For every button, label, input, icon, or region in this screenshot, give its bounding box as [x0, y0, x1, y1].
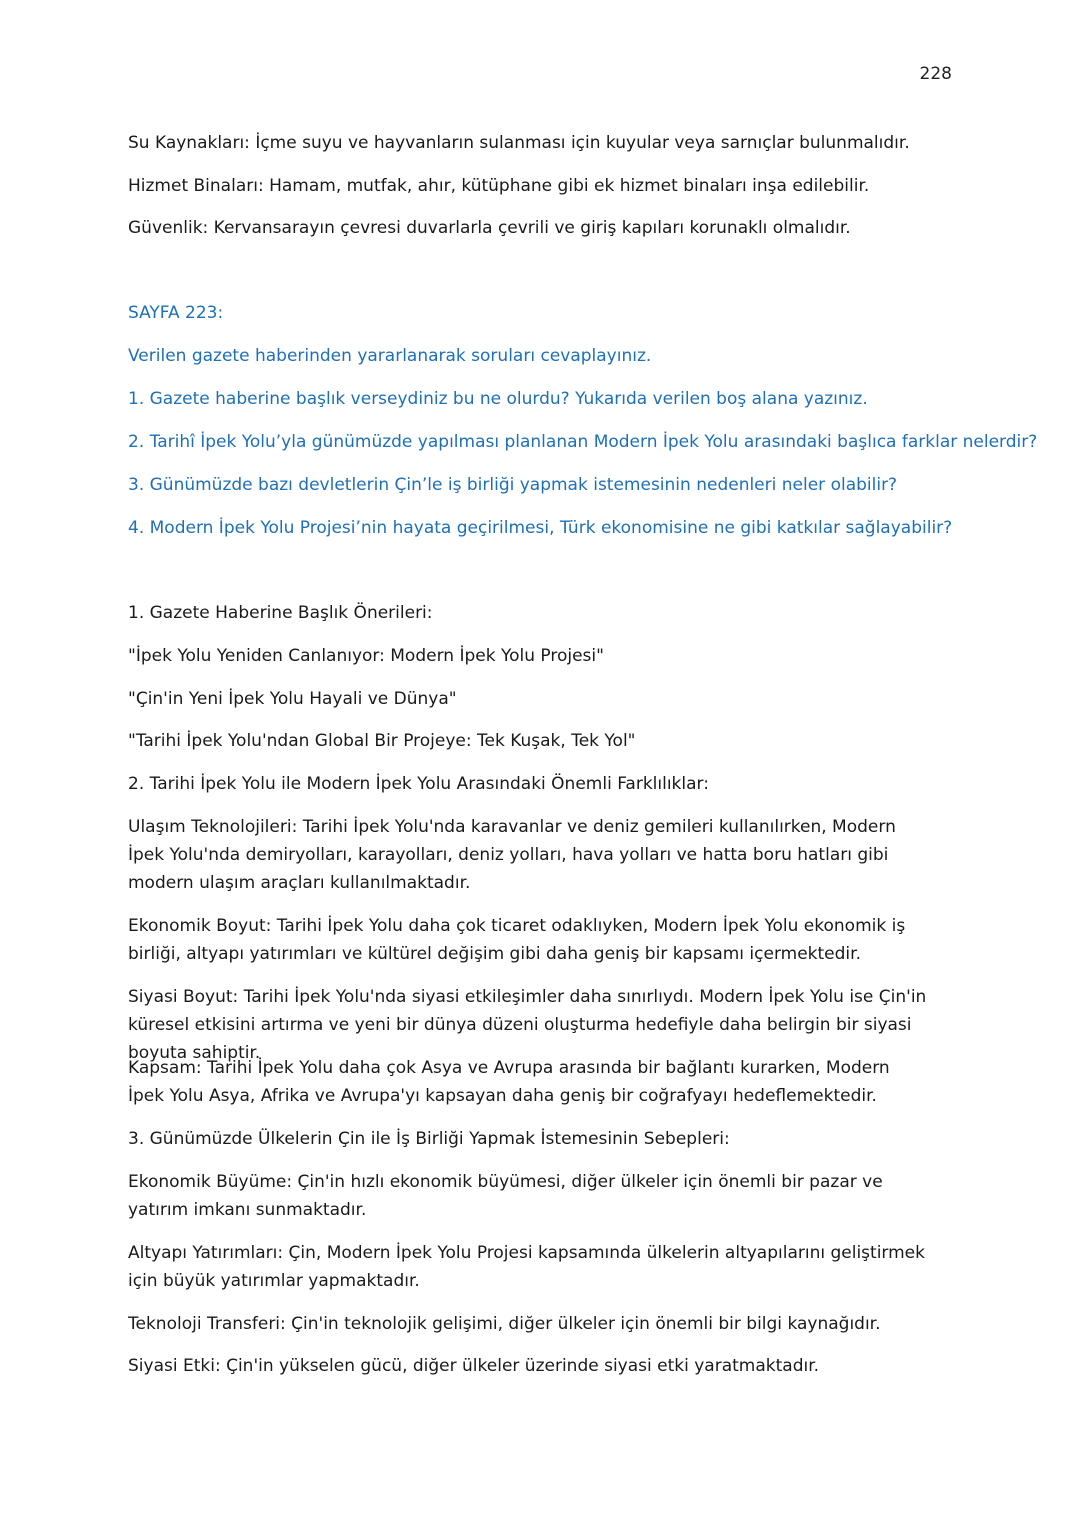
item-security: Güvenlik: Kervansarayın çevresi duvarlarla çevrili ve giriş kapıları korunaklı olmalıdır.	[128, 218, 851, 238]
answer2-scope: Kapsam: Tarihi İpek Yolu daha çok Asya ve Avrupa arasında bir bağlantı kurarken, Modern İpek Yolu Asya, Afrika ve Avrupa'yı kapsayan daha geniş bir coğrafyayı hedeflemektedir.	[128, 1058, 890, 1106]
answer3-infrastructure: Altyapı Yatırımları: Çin, Modern İpek Yolu Projesi kapsamında ülkelerin altyapılarını geliştirmek için büyük yatırımlar yapmaktadır.	[128, 1243, 925, 1291]
answer1-heading: 1. Gazete Haberine Başlık Önerileri:	[128, 603, 433, 623]
question-2: 2. Tarihî İpek Yolu’yla günümüzde yapılması planlanan Modern İpek Yolu arasındaki başlıca farklar nelerdir?	[128, 432, 1038, 452]
page-number: 228	[919, 64, 952, 84]
section-header: SAYFA 223:	[128, 303, 224, 323]
answer3-heading: 3. Günümüzde Ülkelerin Çin ile İş Birliği Yapmak İstemesinin Sebepleri:	[128, 1129, 730, 1149]
question-4: 4. Modern İpek Yolu Projesi’nin hayata geçirilmesi, Türk ekonomisine ne gibi katkılar sağlayabilir?	[128, 518, 953, 538]
question-1: 1. Gazete haberine başlık verseydiniz bu ne olurdu? Yukarıda verilen boş alana yazınız.	[128, 389, 868, 409]
item-water-sources: Su Kaynakları: İçme suyu ve hayvanların sulanması için kuyular veya sarnıçlar bulunmalıdır.	[128, 133, 910, 153]
answer2-economic: Ekonomik Boyut: Tarihi İpek Yolu daha çok ticaret odaklıyken, Modern İpek Yolu ekonomik iş birliği, altyapı yatırımları ve kültürel değişim gibi daha geniş bir kapsamı içermektedir.	[128, 916, 906, 964]
answer3-growth: Ekonomik Büyüme: Çin'in hızlı ekonomik büyümesi, diğer ülkeler için önemli bir pazar ve yatırım imkanı sunmaktadır.	[128, 1172, 883, 1220]
answer2-transport: Ulaşım Teknolojileri: Tarihi İpek Yolu'nda karavanlar ve deniz gemileri kullanılırken, Modern İpek Yolu'nda demiryolları, karayolları, deniz yolları, hava yolları ve hatta boru hatları gibi modern ulaşım araçları kullanılmaktadır.	[128, 817, 896, 893]
answer2-political: Siyasi Boyut: Tarihi İpek Yolu'nda siyasi etkileşimler daha sınırlıydı. Modern İpek Yolu ise Çin'in küresel etkisini artırma ve yeni bir dünya düzeni oluşturma hedefiyle daha belirgin bir siyasi boyuta sahiptir.	[128, 987, 927, 1063]
item-service-buildings: Hizmet Binaları: Hamam, mutfak, ahır, kütüphane gibi ek hizmet binaları inşa edilebilir.	[128, 176, 870, 196]
question-3: 3. Günümüzde bazı devletlerin Çin’le iş birliği yapmak istemesinin nedenleri neler olabilir?	[128, 475, 898, 495]
answer3-political: Siyasi Etki: Çin'in yükselen gücü, diğer ülkeler üzerinde siyasi etki yaratmaktadır.	[128, 1356, 820, 1376]
answer3-technology: Teknoloji Transferi: Çin'in teknolojik gelişimi, diğer ülkeler için önemli bir bilgi kaynağıdır.	[128, 1314, 881, 1334]
answer1-title-2: "Çin'in Yeni İpek Yolu Hayali ve Dünya"	[128, 689, 457, 709]
answer1-title-1: "İpek Yolu Yeniden Canlanıyor: Modern İpek Yolu Projesi"	[128, 646, 604, 666]
answer1-title-3: "Tarihi İpek Yolu'ndan Global Bir Projeye: Tek Kuşak, Tek Yol"	[128, 731, 636, 751]
section-instruction: Verilen gazete haberinden yararlanarak soruları cevaplayınız.	[128, 346, 652, 366]
answer2-heading: 2. Tarihi İpek Yolu ile Modern İpek Yolu Arasındaki Önemli Farklılıklar:	[128, 774, 709, 794]
